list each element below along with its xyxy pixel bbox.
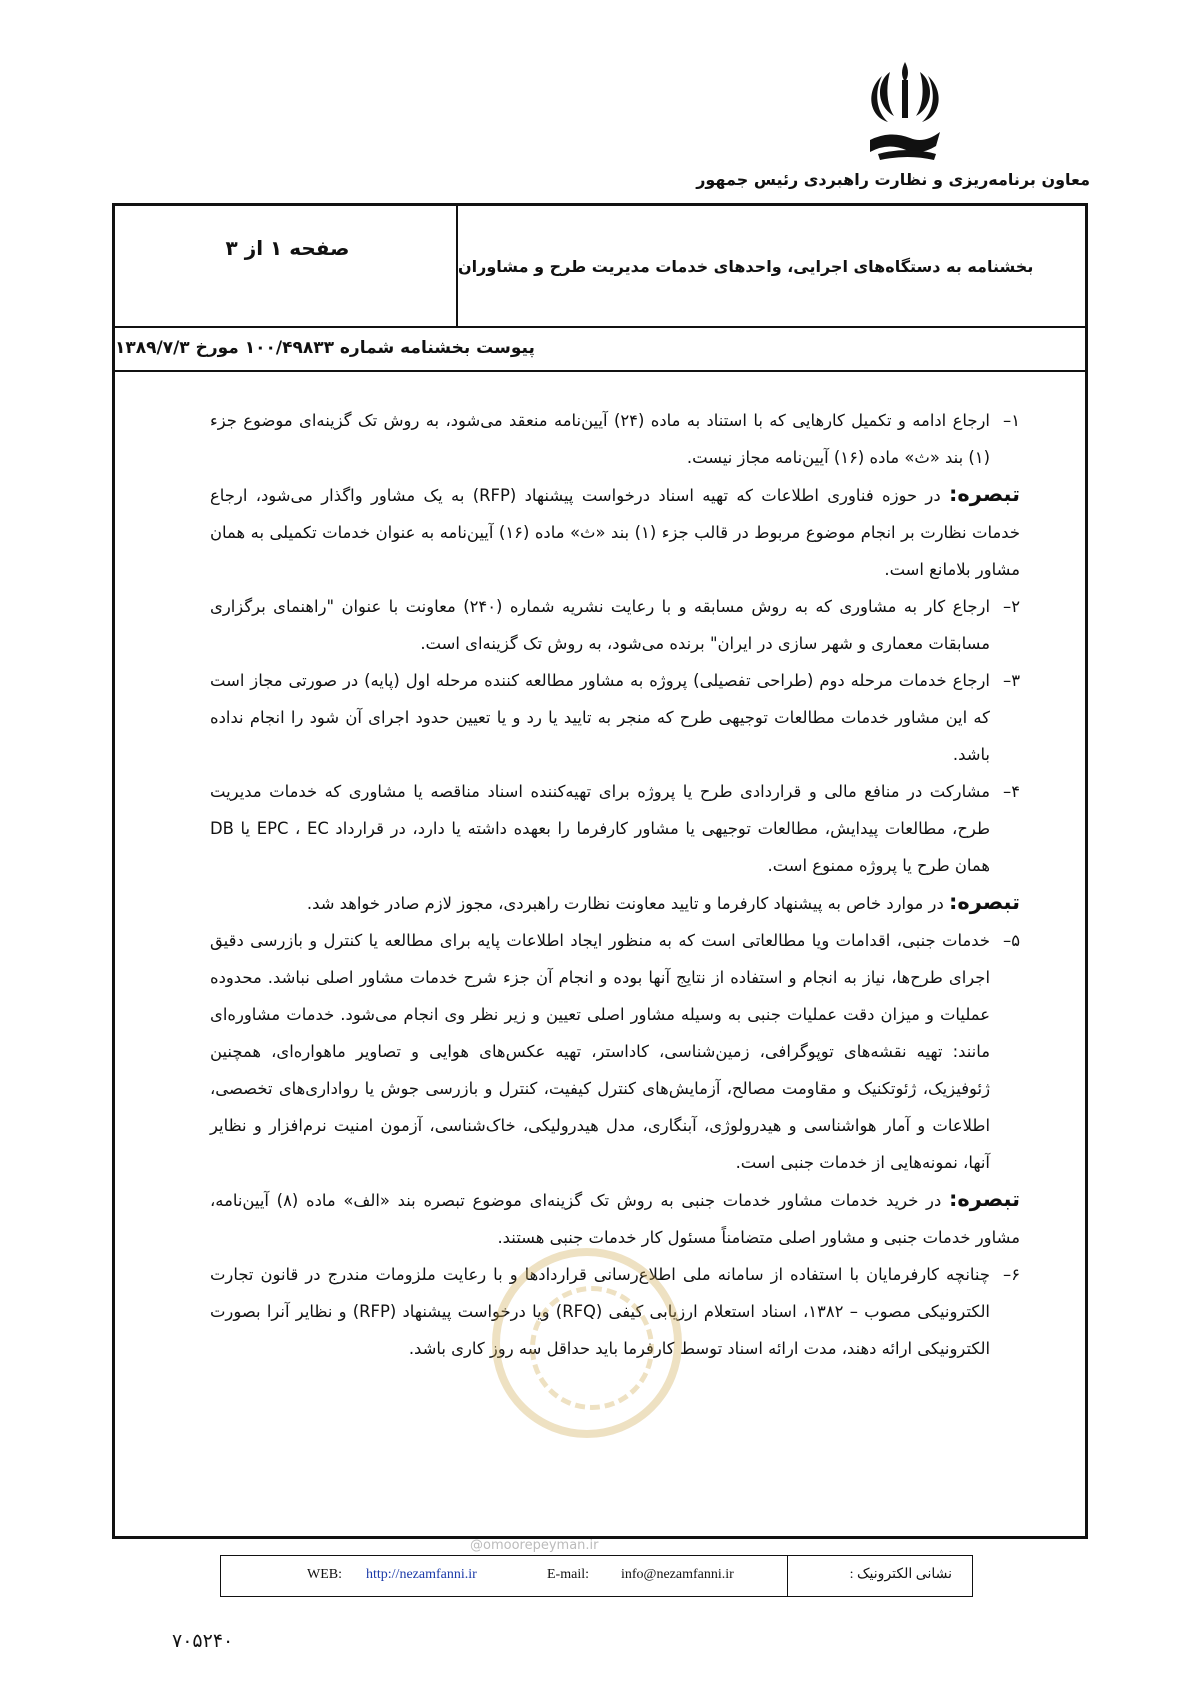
page-code: ۷۰۵۲۴۰ (172, 1630, 234, 1652)
item-text: خدمات جنبی، اقدامات ویا مطالعاتی است که به منظور ایجاد اطلاعات پایه برای مطالعه یا کنترل و بازرسی دقیق اجرای طرح‌ها، نیاز به انجام و استفاده از نتایج آنها بوده و انجام آن جزء شرح خدمات مشاور اصلی نباشد. محدوده عملیات و میزان دقت عملیات جنبی به وسیله مشاور اصلی تعیین و زیر نظر وی انجام می‌شود. خدمات مشاوره‌ای مانند: تهیه نقشه‌های توپوگرافی، زمین‌شناسی، کاداستر، تهیه عکس‌های هوایی و تصاویر ماهواره‌ای، همچنین ژئوفیزیک، ژئوتکنیک و مقاومت مصالح، آزمایش‌های کنترل کیفیت، کنترل و بازرسی جوش یا رواداری‌های تخصصی، اطلاعات و آمار هواشناسی و هیدرولوژی، آبنگاری، مدل هیدرولیکی، خاک‌شناسی، آزمون امنیت نرم‌افزار و نظایر آنها، نمونه‌هایی از خدمات جنبی است. (210, 931, 990, 1172)
page-number: صفحه ۱ از ۳ (225, 236, 350, 260)
footer-divider (787, 1556, 788, 1596)
note-label: تبصره: (948, 890, 1020, 914)
list-item (210, 402, 1020, 476)
organization-name: معاون برنامه‌ریزی و نظارت راهبردی رئیس جمهور (696, 170, 1090, 189)
note-label: تبصره: (948, 482, 1020, 506)
web-link[interactable]: http://nezamfanni.ir (366, 1567, 477, 1582)
item-number: ۵– (1002, 931, 1020, 950)
email-address[interactable]: info@nezamfanni.ir (621, 1567, 734, 1582)
title-row (115, 206, 1085, 328)
note-text: در موارد خاص به پیشنهاد کارفرما و تایید معاونت نظارت راهبردی، مجوز لازم صادر خواهد شد. (306, 894, 944, 913)
item-text: مشارکت در منافع مالی و قراردادی طرح یا پروژه برای تهیه‌کننده اسناد مناقصه یا مشاوری که خدمات مدیریت طرح، مطالعات پیدایش، مطالعات توجیهی یا مشاور کارفرما را بعهده داشته یا دارد، در قرارداد EPC ، EC یا DB همان طرح یا پروژه ممنوع است. (210, 782, 990, 875)
electronic-address-label: نشانی الکترونیک : (849, 1567, 952, 1582)
note (210, 476, 1020, 588)
list-item (210, 773, 1020, 884)
item-number: ۱– (1002, 411, 1020, 430)
list-item (210, 588, 1020, 662)
list-item (210, 1256, 1020, 1367)
item-number: ۲– (1002, 597, 1020, 616)
note (210, 1181, 1020, 1256)
list-item (210, 662, 1020, 773)
circular-recipients: بخشنامه به دستگاه‌های اجرایی، واحدهای خدمات مدیریت طرح و مشاوران (456, 206, 1085, 326)
document-body (210, 402, 1020, 1367)
iran-emblem-icon (860, 58, 950, 168)
document-frame (112, 203, 1088, 1539)
item-number: ۳– (1002, 671, 1020, 690)
web-label: WEB: (307, 1567, 342, 1582)
item-text: ارجاع ادامه و تکمیل کارهایی که با استناد به ماده (۲۴) آیین‌نامه منعقد می‌شود، به روش تک گزینه‌ای موضوع جزء (۱) بند «ث» ماده (۱۶) آیین‌نامه مجاز نیست. (210, 411, 990, 467)
annex-reference: پیوست بخشنامه شماره ۱۰۰/۴۹۸۳۳ مورخ ۱۳۸۹/۷/۳ (115, 326, 1085, 372)
note-label: تبصره: (948, 1187, 1020, 1211)
item-number: ۴– (1002, 782, 1020, 801)
note (210, 884, 1020, 922)
item-text: ارجاع کار به مشاوری که به روش مسابقه و با رعایت نشریه شماره (۲۴۰) معاونت با عنوان "راهنمای برگزاری مسابقات معماری و شهر سازی در ایران" برنده می‌شود، به روش تک گزینه‌ای است. (210, 597, 990, 653)
email-label: E-mail: (547, 1567, 589, 1582)
item-text: ارجاع خدمات مرحله دوم (طراحی تفصیلی) پروژه به مشاور مطالعه کننده مرحله اول (پایه) در صورتی مجاز است که این مشاور خدمات مطالعات توجیهی طرح که منجر به تایید یا رد و یا تعیین حدود اجرای آن شود را انجام نداده باشد. (210, 671, 990, 764)
letterhead (0, 0, 1190, 205)
note-text: در خرید خدمات مشاور خدمات جنبی به روش تک گزینه‌ای موضوع تبصره بند «الف» ماده (۸) آیین‌نامه، مشاور خدمات جنبی و مشاور اصلی متضامناً مسئول کار خدمات جنبی هستند. (210, 1191, 1020, 1247)
watermark-text: @omoorepeyman.ir (470, 1538, 599, 1553)
item-number: ۶– (1002, 1265, 1020, 1284)
note-text: در حوزه فناوری اطلاعات که تهیه اسناد درخواست پیشنهاد (RFP) به یک مشاور واگذار می‌شود، ارجاع خدمات نظارت بر انجام موضوع مربوط در قالب جزء (۱) بند «ث» ماده (۱۶) آیین‌نامه به عنوان خدمات تکمیلی به همان مشاور بلامانع است. (210, 486, 1020, 579)
item-text: چنانچه کارفرمایان با استفاده از سامانه ملی اطلاع‌رسانی قراردادها و با رعایت ملزومات مندرج در قانون تجارت الکترونیکی مصوب – ۱۳۸۲، اسناد استعلام ارزیابی کیفی (RFQ) ویا درخواست پیشنهاد (RFP) و نظایر آنرا بصورت الکترونیکی ارائه دهند، مدت ارائه اسناد توسط کارفرما باید حداقل سه روز کاری باشد. (210, 1265, 990, 1358)
list-item (210, 922, 1020, 1181)
footer-contact-box (220, 1555, 973, 1597)
